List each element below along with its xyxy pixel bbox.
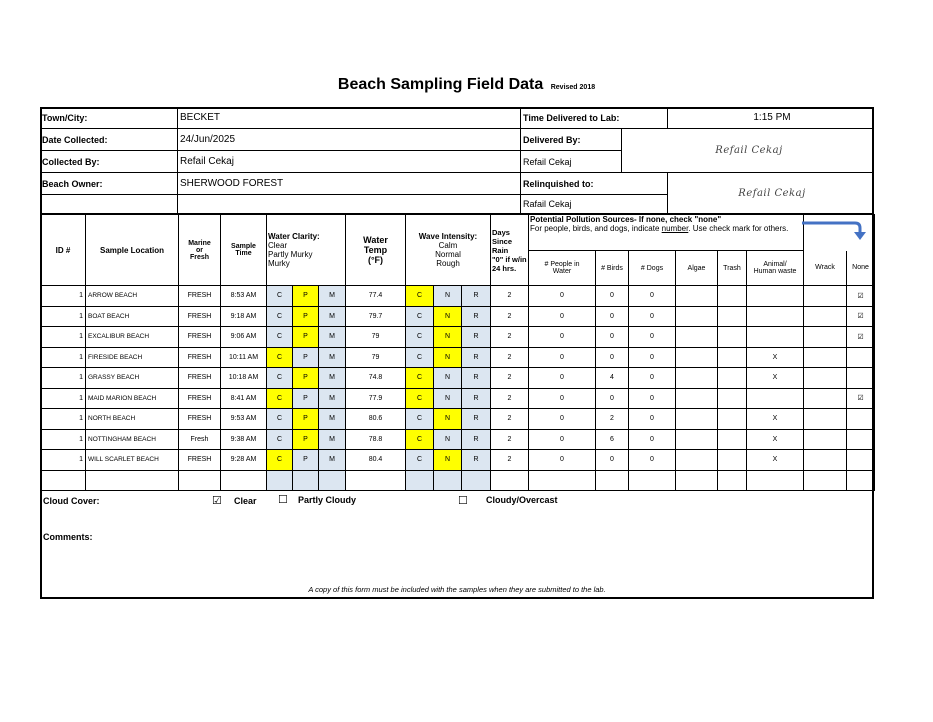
row-temp[interactable]: 80.6 xyxy=(346,409,406,430)
pollution-sub-a: For people, birds, and dogs, indicate xyxy=(530,224,662,233)
row-algae[interactable] xyxy=(676,409,718,430)
col-people: # People in Water xyxy=(529,251,596,286)
collected-value[interactable]: Refail Cekaj xyxy=(178,151,521,173)
wave-option-n[interactable]: N xyxy=(434,286,462,307)
row-days[interactable]: 2 xyxy=(491,409,529,430)
clarity-options: Clear Partly Murky Murky xyxy=(268,241,313,268)
table-row xyxy=(41,409,875,430)
form-title xyxy=(0,76,933,94)
row-birds[interactable]: 2 xyxy=(596,409,629,430)
clarity-option-c[interactable]: C xyxy=(267,450,293,471)
row-marine-fresh[interactable]: Fresh xyxy=(179,429,221,450)
date-label: Date Collected: xyxy=(40,129,178,151)
row-days[interactable]: 2 xyxy=(491,388,529,409)
row-dogs[interactable]: 0 xyxy=(629,368,676,389)
row-dogs[interactable]: 0 xyxy=(629,327,676,348)
row-id[interactable]: 1 xyxy=(41,347,86,368)
table-header-row xyxy=(41,215,875,251)
row-time[interactable]: 9:18 AM xyxy=(221,306,267,327)
col-wave xyxy=(406,215,491,286)
wave-option-r[interactable]: R xyxy=(462,306,491,327)
row-algae[interactable] xyxy=(676,327,718,348)
wave-option-r[interactable]: R xyxy=(462,450,491,471)
row-id[interactable]: 1 xyxy=(41,306,86,327)
pollution-subtitle xyxy=(530,224,803,233)
wave-option-n[interactable]: N xyxy=(434,429,462,450)
clear-label: Clear xyxy=(234,496,257,506)
row-wrack[interactable] xyxy=(804,347,847,368)
delivered-by-label: Delivered By: xyxy=(521,129,622,151)
clarity-option-c[interactable]: C xyxy=(267,368,293,389)
row-people[interactable]: 0 xyxy=(529,327,596,348)
row-temp[interactable]: 79 xyxy=(346,327,406,348)
row-id[interactable]: 1 xyxy=(41,388,86,409)
col-animal: Animal/ Human waste xyxy=(747,251,804,286)
row-algae[interactable] xyxy=(676,429,718,450)
row-algae[interactable] xyxy=(676,450,718,471)
pollution-header xyxy=(529,215,804,251)
row-time[interactable]: 9:28 AM xyxy=(221,450,267,471)
partly-checkbox[interactable]: ☐ xyxy=(278,494,288,506)
blank-label-cell xyxy=(40,195,178,214)
header-block xyxy=(40,107,874,214)
row-none-check[interactable] xyxy=(847,429,875,450)
row-id[interactable]: 1 xyxy=(41,450,86,471)
wave-option-c[interactable]: C xyxy=(406,409,434,430)
row-dogs[interactable]: 0 xyxy=(629,347,676,368)
row-wrack[interactable] xyxy=(804,409,847,430)
owner-label: Beach Owner: xyxy=(40,173,178,195)
clarity-option-c[interactable]: C xyxy=(267,429,293,450)
col-temp: Water Temp (°F) xyxy=(346,215,406,286)
row-people[interactable]: 0 xyxy=(529,286,596,307)
wave-option-c[interactable]: C xyxy=(406,306,434,327)
delivered-signature-text: Refail Cekaj xyxy=(715,145,783,156)
row-algae[interactable] xyxy=(676,306,718,327)
cloud-label: Cloud Cover: xyxy=(43,496,100,506)
table-row xyxy=(41,450,875,471)
table-row xyxy=(41,388,875,409)
row-wrack[interactable] xyxy=(804,450,847,471)
row-none-check[interactable]: ☑ xyxy=(847,306,875,327)
clarity-option-c[interactable]: C xyxy=(267,388,293,409)
col-id: ID # xyxy=(41,215,86,286)
col-dogs: # Dogs xyxy=(629,251,676,286)
row-algae[interactable] xyxy=(676,388,718,409)
col-birds: # Birds xyxy=(596,251,629,286)
row-birds[interactable]: 0 xyxy=(596,450,629,471)
table-row xyxy=(41,429,875,450)
row-temp[interactable]: 77.4 xyxy=(346,286,406,307)
row-time[interactable]: 8:41 AM xyxy=(221,388,267,409)
clarity-option-m[interactable]: M xyxy=(319,368,346,389)
town-label: Town/City: xyxy=(40,107,178,129)
row-trash[interactable] xyxy=(718,409,747,430)
row-marine-fresh[interactable]: FRESH xyxy=(179,347,221,368)
wave-option-c[interactable]: C xyxy=(406,450,434,471)
row-wrack[interactable] xyxy=(804,429,847,450)
wave-options: Calm Normal Rough xyxy=(435,241,461,268)
col-marine: Marine or Fresh xyxy=(179,215,221,286)
row-marine-fresh[interactable]: FRESH xyxy=(179,450,221,471)
time-delivered-label: Time Delivered to Lab: xyxy=(521,107,668,129)
row-time[interactable]: 9:38 AM xyxy=(221,429,267,450)
row-birds[interactable]: 0 xyxy=(596,306,629,327)
row-none-check[interactable] xyxy=(847,368,875,389)
wave-option-c[interactable]: C xyxy=(406,388,434,409)
town-value[interactable]: BECKET xyxy=(178,107,521,129)
row-time[interactable]: 10:11 AM xyxy=(221,347,267,368)
clarity-option-c[interactable]: C xyxy=(267,327,293,348)
wave-option-c[interactable]: C xyxy=(406,368,434,389)
wave-option-n[interactable]: N xyxy=(434,450,462,471)
row-birds[interactable]: 0 xyxy=(596,388,629,409)
clarity-option-p[interactable]: P xyxy=(293,429,319,450)
wave-option-c[interactable]: C xyxy=(406,327,434,348)
col-algae: Algae xyxy=(676,251,718,286)
row-none-check[interactable] xyxy=(847,409,875,430)
clarity-option-m[interactable]: M xyxy=(319,409,346,430)
row-location[interactable]: MAID MARION BEACH xyxy=(86,388,179,409)
clarity-option-p[interactable]: P xyxy=(293,327,319,348)
comments-label: Comments: xyxy=(43,532,93,542)
row-location[interactable]: ARROW BEACH xyxy=(86,286,179,307)
row-birds[interactable]: 6 xyxy=(596,429,629,450)
row-time[interactable]: 9:53 AM xyxy=(221,409,267,430)
row-wrack[interactable] xyxy=(804,327,847,348)
clarity-option-c[interactable]: C xyxy=(267,286,293,307)
col-location: Sample Location xyxy=(86,215,179,286)
clarity-option-p[interactable]: P xyxy=(293,388,319,409)
row-people[interactable]: 0 xyxy=(529,347,596,368)
date-value[interactable]: 24/Jun/2025 xyxy=(178,129,521,151)
row-none-check[interactable] xyxy=(847,450,875,471)
row-id[interactable]: 1 xyxy=(41,327,86,348)
col-time: Sample Time xyxy=(221,215,267,286)
row-days[interactable]: 2 xyxy=(491,347,529,368)
relinquished-signature xyxy=(668,173,874,214)
row-trash[interactable] xyxy=(718,450,747,471)
pollution-sub-c: . Use check mark for others. xyxy=(688,224,789,233)
revised-note: Revised 2018 xyxy=(550,84,596,91)
overcast-checkbox[interactable]: ☐ xyxy=(458,495,468,507)
clarity-option-m[interactable]: M xyxy=(319,429,346,450)
row-temp[interactable]: 77.9 xyxy=(346,388,406,409)
row-location[interactable]: EXCALIBUR BEACH xyxy=(86,327,179,348)
row-temp[interactable]: 78.8 xyxy=(346,429,406,450)
row-wrack[interactable] xyxy=(804,286,847,307)
row-marine-fresh[interactable]: FRESH xyxy=(179,327,221,348)
collected-label: Collected By: xyxy=(40,151,178,173)
wave-option-r[interactable]: R xyxy=(462,347,491,368)
row-people[interactable]: 0 xyxy=(529,368,596,389)
clarity-option-m[interactable]: M xyxy=(319,286,346,307)
row-dogs[interactable]: 0 xyxy=(629,306,676,327)
row-none-check[interactable] xyxy=(847,347,875,368)
row-dogs[interactable]: 0 xyxy=(629,450,676,471)
row-dogs[interactable]: 0 xyxy=(629,388,676,409)
row-dogs[interactable]: 0 xyxy=(629,429,676,450)
row-animal-waste[interactable] xyxy=(747,306,804,327)
row-id[interactable]: 1 xyxy=(41,286,86,307)
row-algae[interactable] xyxy=(676,286,718,307)
row-temp[interactable]: 79 xyxy=(346,347,406,368)
row-location[interactable]: WILL SCARLET BEACH xyxy=(86,450,179,471)
row-animal-waste[interactable]: X xyxy=(747,409,804,430)
row-birds[interactable]: 4 xyxy=(596,368,629,389)
pollution-sub-number: number xyxy=(661,224,689,233)
clarity-option-m[interactable]: M xyxy=(319,347,346,368)
clarity-option-p[interactable]: P xyxy=(293,368,319,389)
wave-option-r[interactable]: R xyxy=(462,429,491,450)
row-location[interactable]: NOTTINGHAM BEACH xyxy=(86,429,179,450)
row-trash[interactable] xyxy=(718,388,747,409)
col-trash: Trash xyxy=(718,251,747,286)
time-delivered-value[interactable]: 1:15 PM xyxy=(668,107,874,129)
clarity-option-p[interactable]: P xyxy=(293,347,319,368)
delivered-signature xyxy=(622,129,874,173)
blank-value-cell[interactable] xyxy=(178,195,521,214)
wave-option-n[interactable]: N xyxy=(434,327,462,348)
wave-option-r[interactable]: R xyxy=(462,388,491,409)
row-id[interactable]: 1 xyxy=(41,429,86,450)
relinquished-signature-text: Refail Cekaj xyxy=(738,187,806,199)
clarity-option-m[interactable]: M xyxy=(319,388,346,409)
row-animal-waste[interactable]: X xyxy=(747,368,804,389)
relinquished-label: Relinquished to: xyxy=(521,173,668,195)
row-animal-waste[interactable]: X xyxy=(747,429,804,450)
wave-option-n[interactable]: N xyxy=(434,368,462,389)
table-row xyxy=(41,368,875,389)
row-time[interactable]: 9:06 AM xyxy=(221,327,267,348)
table-row xyxy=(41,306,875,327)
row-animal-waste[interactable]: X xyxy=(747,347,804,368)
row-none-check[interactable]: ☑ xyxy=(847,388,875,409)
row-animal-waste[interactable] xyxy=(747,327,804,348)
clarity-option-m[interactable]: M xyxy=(319,306,346,327)
row-wrack[interactable] xyxy=(804,368,847,389)
wave-option-n[interactable]: N xyxy=(434,409,462,430)
clarity-title: Water Clarity: xyxy=(268,232,320,241)
wave-option-c[interactable]: C xyxy=(406,429,434,450)
clarity-option-c[interactable]: C xyxy=(267,409,293,430)
clarity-option-c[interactable]: C xyxy=(267,306,293,327)
row-dogs[interactable]: 0 xyxy=(629,409,676,430)
row-none-check[interactable]: ☑ xyxy=(847,286,875,307)
row-people[interactable]: 0 xyxy=(529,388,596,409)
wave-option-c[interactable]: C xyxy=(406,286,434,307)
clarity-option-c[interactable]: C xyxy=(267,347,293,368)
row-trash[interactable] xyxy=(718,306,747,327)
form-title-text: Beach Sampling Field Data xyxy=(337,76,544,93)
wave-option-r[interactable]: R xyxy=(462,368,491,389)
wave-option-r[interactable]: R xyxy=(462,327,491,348)
wave-option-n[interactable]: N xyxy=(434,347,462,368)
wave-option-n[interactable]: N xyxy=(434,306,462,327)
wave-option-r[interactable]: R xyxy=(462,286,491,307)
row-people[interactable]: 0 xyxy=(529,429,596,450)
row-temp[interactable]: 80.4 xyxy=(346,450,406,471)
row-wrack[interactable] xyxy=(804,388,847,409)
row-trash[interactable] xyxy=(718,327,747,348)
row-location[interactable]: NORTH BEACH xyxy=(86,409,179,430)
row-marine-fresh[interactable]: FRESH xyxy=(179,409,221,430)
row-trash[interactable] xyxy=(718,286,747,307)
table-row xyxy=(41,327,875,348)
row-algae[interactable] xyxy=(676,368,718,389)
clarity-option-p[interactable]: P xyxy=(293,306,319,327)
row-location[interactable]: FIRESIDE BEACH xyxy=(86,347,179,368)
row-people[interactable]: 0 xyxy=(529,450,596,471)
table-body xyxy=(41,286,875,471)
row-time[interactable]: 8:53 AM xyxy=(221,286,267,307)
row-dogs[interactable]: 0 xyxy=(629,286,676,307)
partly-label: Partly Cloudy xyxy=(298,495,357,505)
row-location[interactable]: BOAT BEACH xyxy=(86,306,179,327)
row-trash[interactable] xyxy=(718,368,747,389)
wave-option-r[interactable]: R xyxy=(462,409,491,430)
row-birds[interactable]: 0 xyxy=(596,327,629,348)
clarity-option-p[interactable]: P xyxy=(293,450,319,471)
row-marine-fresh[interactable]: FRESH xyxy=(179,388,221,409)
row-temp[interactable]: 79.7 xyxy=(346,306,406,327)
row-id[interactable]: 1 xyxy=(41,368,86,389)
owner-value[interactable]: SHERWOOD FOREST xyxy=(178,173,521,195)
clarity-option-m[interactable]: M xyxy=(319,450,346,471)
sample-table xyxy=(40,214,875,491)
row-people[interactable]: 0 xyxy=(529,409,596,430)
footer-note: A copy of this form must be included with the samples when they are submitted to the lab. xyxy=(308,585,606,594)
row-days[interactable]: 2 xyxy=(491,368,529,389)
clarity-option-p[interactable]: P xyxy=(293,286,319,307)
table-row xyxy=(41,347,875,368)
row-people[interactable]: 0 xyxy=(529,306,596,327)
row-temp[interactable]: 74.8 xyxy=(346,368,406,389)
row-animal-waste[interactable] xyxy=(747,388,804,409)
row-id[interactable]: 1 xyxy=(41,409,86,430)
table-row xyxy=(41,286,875,307)
row-marine-fresh[interactable]: FRESH xyxy=(179,306,221,327)
wave-option-c[interactable]: C xyxy=(406,347,434,368)
clarity-option-p[interactable]: P xyxy=(293,409,319,430)
relinquished-value[interactable]: Rafail Cekaj xyxy=(521,195,668,214)
row-animal-waste[interactable]: X xyxy=(747,450,804,471)
row-animal-waste[interactable] xyxy=(747,286,804,307)
col-none: None xyxy=(847,251,875,286)
row-days[interactable]: 2 xyxy=(491,450,529,471)
col-clarity xyxy=(267,215,346,286)
row-days[interactable]: 2 xyxy=(491,327,529,348)
row-birds[interactable]: 0 xyxy=(596,286,629,307)
clear-checkbox[interactable]: ☑ xyxy=(212,495,222,507)
delivered-by-value[interactable]: Refail Cekaj xyxy=(521,151,622,173)
row-days[interactable]: 2 xyxy=(491,286,529,307)
row-marine-fresh[interactable]: FRESH xyxy=(179,368,221,389)
row-days[interactable]: 2 xyxy=(491,306,529,327)
overcast-label: Cloudy/Overcast xyxy=(486,495,558,505)
row-trash[interactable] xyxy=(718,429,747,450)
row-days[interactable]: 2 xyxy=(491,429,529,450)
row-wrack[interactable] xyxy=(804,306,847,327)
row-marine-fresh[interactable]: FRESH xyxy=(179,286,221,307)
row-location[interactable]: GRASSY BEACH xyxy=(86,368,179,389)
row-none-check[interactable]: ☑ xyxy=(847,327,875,348)
clarity-option-m[interactable]: M xyxy=(319,327,346,348)
col-days: Days Since Rain "0" if w/in 24 hrs. xyxy=(491,215,529,286)
row-trash[interactable] xyxy=(718,347,747,368)
col-wrack: Wrack xyxy=(804,251,847,286)
row-algae[interactable] xyxy=(676,347,718,368)
arrow-icon xyxy=(800,218,868,244)
wave-title: Wave Intensity: xyxy=(418,232,478,241)
row-time[interactable]: 10:18 AM xyxy=(221,368,267,389)
wave-option-n[interactable]: N xyxy=(434,388,462,409)
row-birds[interactable]: 0 xyxy=(596,347,629,368)
pollution-title: Potential Pollution Sources- If none, check "none" xyxy=(530,215,722,224)
blank-row xyxy=(41,470,875,491)
